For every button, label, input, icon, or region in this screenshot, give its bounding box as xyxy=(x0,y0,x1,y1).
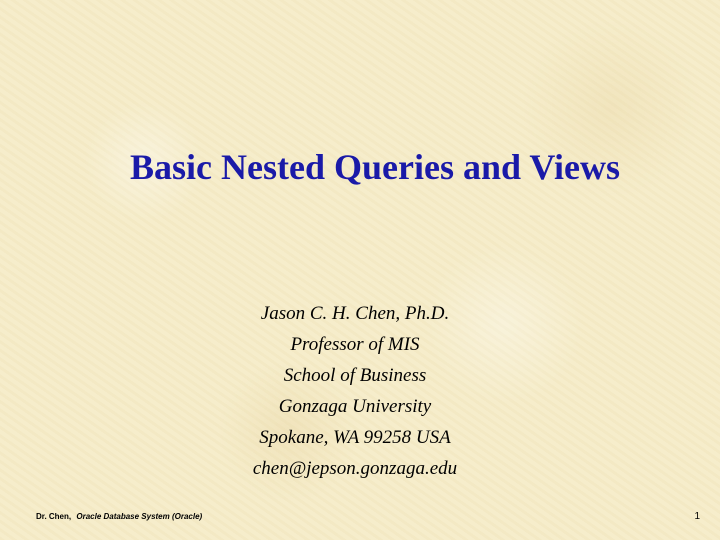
author-name: Jason C. H. Chen, Ph.D. xyxy=(260,303,450,324)
footer-course: Oracle Database System (Oracle) xyxy=(76,512,203,521)
page-number: 1 xyxy=(694,511,700,522)
author-address: Spokane, WA 99258 USA xyxy=(259,427,451,448)
author-info xyxy=(190,298,520,484)
author-university: Gonzaga University xyxy=(278,396,432,417)
slide-title: Basic Nested Queries and Views xyxy=(130,147,620,187)
footer xyxy=(36,512,202,521)
author-email: chen@jepson.gonzaga.edu xyxy=(252,458,458,479)
author-school: School of Business xyxy=(283,365,427,386)
footer-author: Dr. Chen, xyxy=(36,512,72,521)
author-title: Professor of MIS xyxy=(290,334,420,355)
